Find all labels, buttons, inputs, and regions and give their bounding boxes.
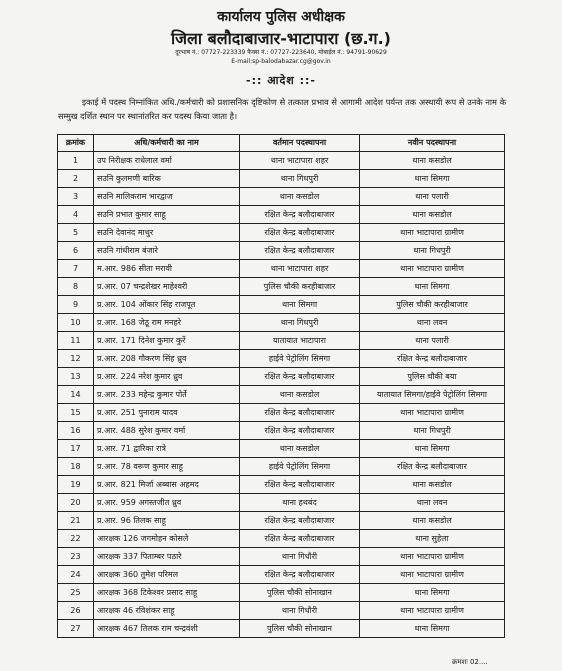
cell-serial: 14	[58, 386, 94, 404]
cell-name: प्र.आर. 821 मिर्जा अब्बास अहमद	[94, 476, 240, 494]
cell-name: प्र.आर. 104 ओंकार सिंह राजपूत	[94, 296, 240, 314]
cell-serial: 21	[58, 512, 94, 530]
cell-name: आरक्षक 337 पिताम्बर पठारे	[94, 548, 240, 566]
cell-new-posting: थाना सिमगा	[360, 170, 505, 188]
cell-new-posting: थाना सुहेला	[360, 530, 505, 548]
cell-name: आरक्षक 126 जगमोहन कोसले	[94, 530, 240, 548]
cell-new-posting: थाना भाटापारा ग्रामीण	[360, 548, 505, 566]
cell-current-posting: रक्षित केन्द्र बलौदाबाजार	[240, 566, 360, 584]
cell-name: प्र.आर. 171 दिनेश कुमार कुर्रे	[94, 332, 240, 350]
header-serial: क्रमांक	[58, 135, 94, 152]
cell-new-posting: रक्षित केन्द्र बलौदाबाजार	[360, 350, 505, 368]
cell-current-posting: पुलिस चौकी सोनाखान	[240, 620, 360, 638]
table-row	[58, 332, 505, 350]
cell-serial: 26	[58, 602, 94, 620]
cell-serial: 13	[58, 368, 94, 386]
cell-new-posting: थाना पलारी	[360, 188, 505, 206]
table-row	[58, 152, 505, 170]
cell-name: प्र.आर. 96 तिलक साहू	[94, 512, 240, 530]
cell-current-posting: पुलिस चौकी करहीबाजार	[240, 278, 360, 296]
order-paragraph: इकाई में पदस्थ निम्नांकित अधि./कर्मचारी को प्रशासनिक दृष्टिकोण से तत्काल प्रभाव से आगामी आदेश पर्यन्त तक अस्थायी रूप से उनके नाम के सम्मुख दर्शित स्थान पर स्थानांतरित कर पदस्थ किया जाता है।	[58, 97, 506, 121]
cell-name: प्र.आर. 71 द्वारिका रात्रे	[94, 440, 240, 458]
table-row	[58, 566, 505, 584]
district-title: जिला बलौदाबाजार-भाटापारा (छ.ग.)	[171, 29, 391, 48]
cell-new-posting: थाना कसडोल	[360, 512, 505, 530]
cell-name: सउनि गांधीराम बंजारे	[94, 242, 240, 260]
cell-name: आरक्षक 360 तुमेश परिमल	[94, 566, 240, 584]
table-header-row	[58, 135, 505, 152]
table-row	[58, 242, 505, 260]
header-new-posting: नवीन पदस्थापना	[360, 135, 505, 152]
cell-serial: 15	[58, 404, 94, 422]
cell-name: प्र.आर. 78 वरूण कुमार साहू	[94, 458, 240, 476]
table-row	[58, 386, 505, 404]
table-row	[58, 224, 505, 242]
cell-new-posting: थाना भाटापारा ग्रामीण	[360, 224, 505, 242]
cell-name: प्र.आर. 488 सुरेश कुमार वर्मा	[94, 422, 240, 440]
cell-name: सउनि मालिकराम भारद्वाज	[94, 188, 240, 206]
cell-current-posting: थाना कसडोल	[240, 386, 360, 404]
cell-current-posting: थाना कसडोल	[240, 188, 360, 206]
table-row	[58, 296, 505, 314]
cell-new-posting: रक्षित केन्द्र बलौदाबाजार	[360, 458, 505, 476]
cell-serial: 24	[58, 566, 94, 584]
cell-serial: 22	[58, 530, 94, 548]
cell-serial: 2	[58, 170, 94, 188]
cell-current-posting: रक्षित केन्द्र बलौदाबाजार	[240, 512, 360, 530]
cell-serial: 1	[58, 152, 94, 170]
cell-current-posting: हाईवे पेट्रोलिंग सिमगा	[240, 350, 360, 368]
cell-name: आरक्षक 46 रविशंकर साहू	[94, 602, 240, 620]
cell-name: आरक्षक 368 टिकेश्वर प्रसाद साहू	[94, 584, 240, 602]
cell-current-posting: रक्षित केन्द्र बलौदाबाजार	[240, 242, 360, 260]
cell-current-posting: थाना भाटापारा शहर	[240, 152, 360, 170]
cell-current-posting: थाना गिधौरी	[240, 602, 360, 620]
cell-new-posting: पुलिस चौकी बया	[360, 368, 505, 386]
cell-current-posting: रक्षित केन्द्र बलौदाबाजार	[240, 368, 360, 386]
cell-current-posting: रक्षित केन्द्र बलौदाबाजार	[240, 422, 360, 440]
cell-name: सउनि कुलमणी बारिक	[94, 170, 240, 188]
cell-serial: 19	[58, 476, 94, 494]
cell-serial: 27	[58, 620, 94, 638]
cell-name: सउनि देवानंद माथुर	[94, 224, 240, 242]
email-line: E-mail:sp-balodabazar.cg@gov.in	[231, 58, 331, 65]
cell-new-posting: थाना भाटापारा ग्रामीण	[360, 566, 505, 584]
cell-serial: 7	[58, 260, 94, 278]
table-row	[58, 170, 505, 188]
table-row	[58, 422, 505, 440]
cell-new-posting: थाना कसडोल	[360, 206, 505, 224]
cell-serial: 16	[58, 422, 94, 440]
cell-serial: 17	[58, 440, 94, 458]
cell-serial: 9	[58, 296, 94, 314]
cell-new-posting: थाना सिमगा	[360, 440, 505, 458]
table-row	[58, 314, 505, 332]
header-name: अधि/कर्मचारी का नाम	[94, 135, 240, 152]
cell-new-posting: थाना सिमगा	[360, 620, 505, 638]
table-row	[58, 350, 505, 368]
cell-current-posting: यातायात भाटापारा	[240, 332, 360, 350]
cell-new-posting: थाना भाटापारा ग्रामीण	[360, 260, 505, 278]
cell-serial: 20	[58, 494, 94, 512]
office-title: कार्यालय पुलिस अधीक्षक	[217, 9, 345, 25]
cell-serial: 10	[58, 314, 94, 332]
cell-name: प्र.आर. 208 गौकरण सिंह ध्रुव	[94, 350, 240, 368]
cell-new-posting: थाना भाटापारा ग्रामीण	[360, 404, 505, 422]
cell-current-posting: रक्षित केन्द्र बलौदाबाजार	[240, 476, 360, 494]
cell-name: सउनि प्रभात कुमार साहू	[94, 206, 240, 224]
cell-current-posting: थाना गिधपुरी	[240, 314, 360, 332]
cell-name: प्र.आर. 251 पुनाराम यादव	[94, 404, 240, 422]
cell-name: प्र.आर. 07 चन्द्रशेखर माहेश्वरी	[94, 278, 240, 296]
cell-current-posting: पुलिस चौकी सोनाखान	[240, 584, 360, 602]
transfer-table	[57, 134, 505, 638]
cell-serial: 5	[58, 224, 94, 242]
cell-serial: 18	[58, 458, 94, 476]
cell-new-posting: थाना कसडोल	[360, 152, 505, 170]
cell-serial: 11	[58, 332, 94, 350]
cell-new-posting: थाना सिमगा	[360, 278, 505, 296]
cell-name: प्र.आर. 224 नरेश कुमार ध्रुव	[94, 368, 240, 386]
cell-current-posting: रक्षित केन्द्र बलौदाबाजार	[240, 206, 360, 224]
table-row	[58, 530, 505, 548]
cell-serial: 3	[58, 188, 94, 206]
cell-new-posting: थाना कसडोल	[360, 476, 505, 494]
table-row	[58, 368, 505, 386]
table-row	[58, 620, 505, 638]
cell-new-posting: यातायात सिमगा/हाईवे पेट्रोलिंग सिमगा	[360, 386, 505, 404]
cell-current-posting: रक्षित केन्द्र बलौदाबाजार	[240, 404, 360, 422]
cell-current-posting: थाना भाटापारा शहर	[240, 260, 360, 278]
cell-current-posting: थाना हथबंद	[240, 494, 360, 512]
cell-new-posting: थाना लवन	[360, 494, 505, 512]
order-heading: -:: आदेश ::-	[246, 74, 316, 87]
cell-new-posting: थाना गिधपुरी	[360, 422, 505, 440]
table-row	[58, 512, 505, 530]
header-current-posting: वर्तमान पदस्थापना	[240, 135, 360, 152]
cell-new-posting: थाना लवन	[360, 314, 505, 332]
table-row	[58, 602, 505, 620]
cell-new-posting: थाना सिमगा	[360, 584, 505, 602]
table-row	[58, 548, 505, 566]
cell-serial: 4	[58, 206, 94, 224]
cell-current-posting: हाईवे पेट्रोलिंग सिमगा	[240, 458, 360, 476]
cell-name: उप निरीक्षक राधेलाल वर्मा	[94, 152, 240, 170]
cell-name: आरक्षक 467 तिलक राम चन्द्रवंशी	[94, 620, 240, 638]
continued-note: क्रमशः 02....	[452, 658, 488, 666]
table-row	[58, 584, 505, 602]
cell-serial: 25	[58, 584, 94, 602]
cell-name: प्र.आर. 233 महेन्द्र कुमार पोर्ते	[94, 386, 240, 404]
cell-name: म.आर. 986 सीता मरावी	[94, 260, 240, 278]
table-row	[58, 260, 505, 278]
cell-serial: 6	[58, 242, 94, 260]
cell-serial: 23	[58, 548, 94, 566]
cell-new-posting: पुलिस चौकी करहीबाजार	[360, 296, 505, 314]
cell-new-posting: थाना भाटापारा ग्रामीण	[360, 602, 505, 620]
table-row	[58, 206, 505, 224]
cell-current-posting: थाना कसडोल	[240, 440, 360, 458]
cell-new-posting: थाना गिधपुरी	[360, 242, 505, 260]
cell-serial: 8	[58, 278, 94, 296]
cell-current-posting: थाना सिमगा	[240, 296, 360, 314]
cell-current-posting: रक्षित केन्द्र बलौदाबाजार	[240, 224, 360, 242]
cell-new-posting: थाना पलारी	[360, 332, 505, 350]
cell-serial: 12	[58, 350, 94, 368]
cell-current-posting: थाना गिधपुरी	[240, 170, 360, 188]
table-row	[58, 278, 505, 296]
cell-current-posting: रक्षित केन्द्र बलौदाबाजार	[240, 530, 360, 548]
table-row	[58, 404, 505, 422]
table-row	[58, 440, 505, 458]
table-row	[58, 458, 505, 476]
cell-name: प्र.आर. 959 अगस्तजीत ध्रुव	[94, 494, 240, 512]
cell-name: प्र.आर. 168 जेठू राम मनहरे	[94, 314, 240, 332]
cell-current-posting: थाना गिधौरी	[240, 548, 360, 566]
contact-line: दूरभाष नं.: 07727-223339 फैक्स नं.: 07727-223640, मोबाईल नं.: 94791-90629	[175, 49, 387, 56]
table-row	[58, 476, 505, 494]
table-row	[58, 494, 505, 512]
table-row	[58, 188, 505, 206]
